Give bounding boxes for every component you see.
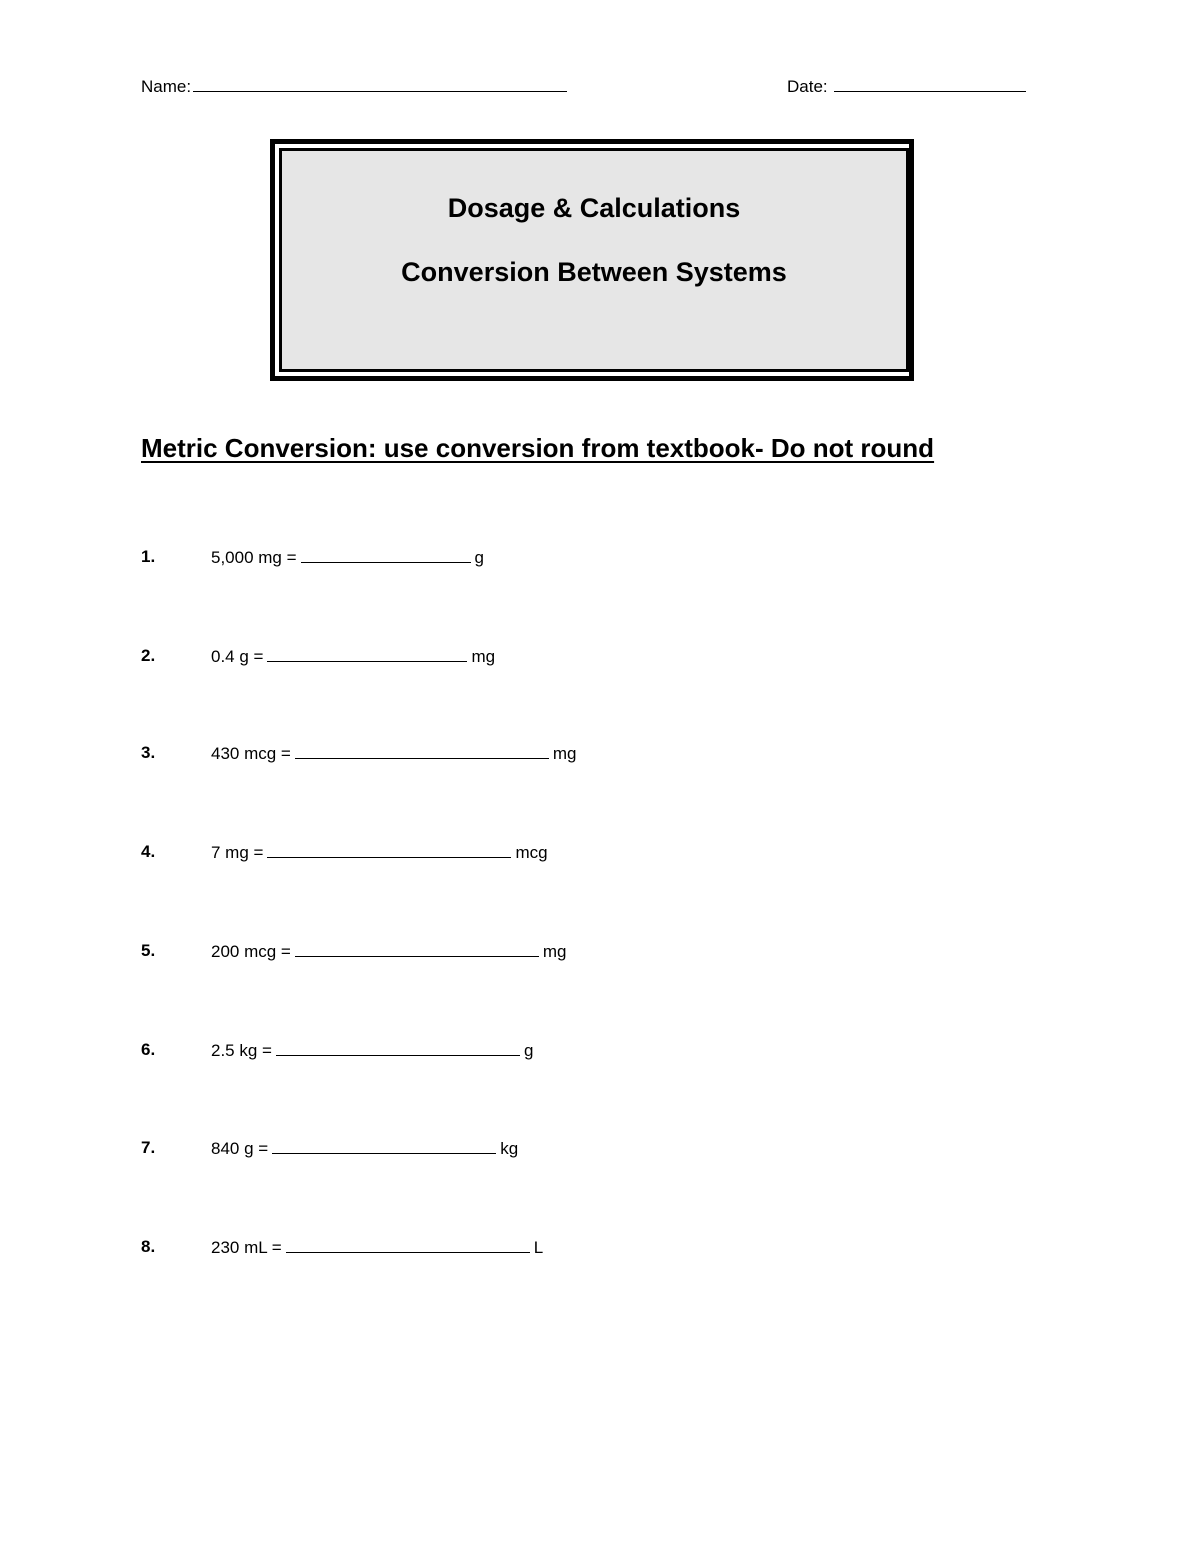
problem-expression: [211, 1137, 518, 1160]
problem-unit: mg: [471, 647, 496, 666]
problem-number: 4.: [141, 842, 156, 861]
problem-quantity: 430 mcg =: [211, 744, 291, 763]
problem-unit: mcg: [515, 843, 548, 862]
problem-unit: g: [523, 1041, 534, 1060]
problem-number: 6.: [141, 1040, 156, 1059]
problem-expression: [211, 1039, 533, 1062]
answer-blank[interactable]: [276, 1039, 520, 1056]
problem-unit: mg: [542, 942, 567, 961]
problem-unit: g: [474, 548, 484, 567]
problem-quantity: 840 g =: [211, 1139, 269, 1158]
problem-quantity: 200 mcg =: [211, 942, 291, 961]
answer-blank[interactable]: [272, 1137, 496, 1154]
answer-blank[interactable]: [267, 841, 511, 858]
problem-number: 7.: [141, 1138, 156, 1157]
problem-expression: [211, 742, 576, 765]
name-label: Name:: [141, 77, 192, 96]
problem-number: 3.: [141, 743, 156, 762]
date-blank[interactable]: [834, 74, 1026, 92]
problem-expression: [211, 1236, 543, 1259]
answer-blank[interactable]: [295, 742, 549, 759]
title-box: [270, 139, 914, 381]
problem-quantity: 7 mg =: [211, 843, 264, 862]
problem-number: 5.: [141, 941, 156, 960]
answer-blank[interactable]: [301, 546, 471, 563]
answer-blank[interactable]: [267, 645, 467, 662]
document-subtitle: Conversion Between Systems: [401, 257, 787, 287]
problem-number: 1.: [141, 547, 156, 566]
problem-number: 2.: [141, 646, 156, 665]
title-box-inner: [279, 148, 909, 372]
date-field[interactable]: [787, 74, 1026, 98]
problem-number: 8.: [141, 1237, 156, 1256]
problem-unit: mg: [552, 744, 577, 763]
answer-blank[interactable]: [286, 1236, 530, 1253]
name-field[interactable]: [141, 74, 567, 98]
problem-quantity: 2.5 kg =: [211, 1041, 272, 1060]
problem-expression: [211, 940, 566, 963]
document-title: Dosage & Calculations: [447, 193, 741, 223]
name-blank[interactable]: [193, 74, 567, 92]
problem-expression: [211, 546, 484, 569]
problem-quantity: 0.4 g =: [211, 647, 264, 666]
problem-quantity: 230 mL =: [211, 1238, 282, 1257]
date-label: Date:: [787, 77, 828, 96]
answer-blank[interactable]: [295, 940, 539, 957]
problem-expression: [211, 645, 495, 668]
problem-unit: kg: [500, 1139, 519, 1158]
problem-expression: [211, 841, 548, 864]
section-heading: Metric Conversion: use conversion from textbook- Do not round: [141, 433, 935, 463]
problem-quantity: 5,000 mg =: [211, 548, 297, 567]
problem-unit: L: [533, 1238, 544, 1257]
